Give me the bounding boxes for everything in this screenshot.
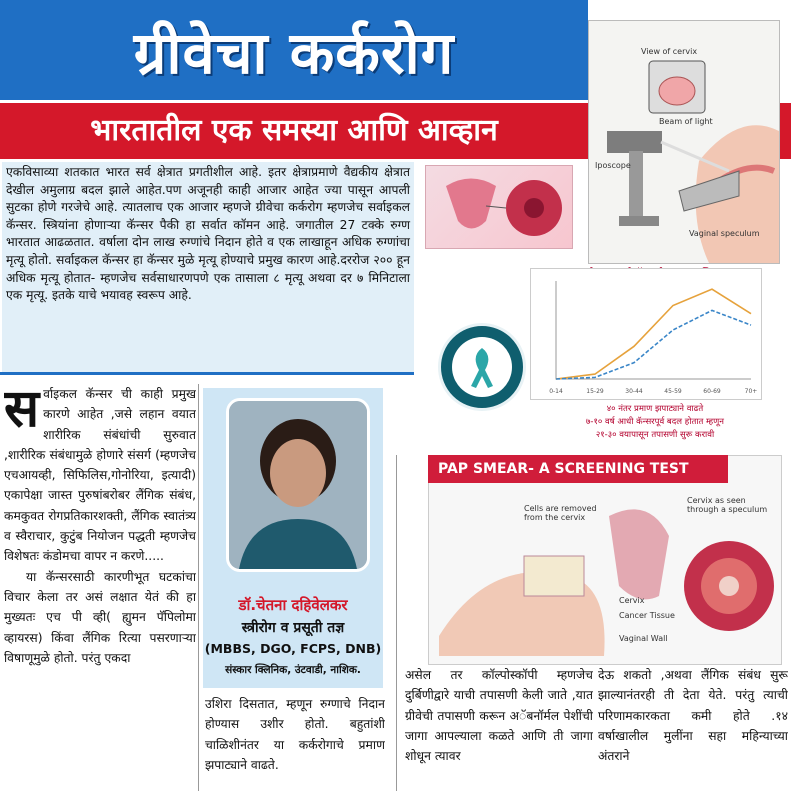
chart-series-line: [556, 310, 751, 379]
age-chart: [530, 268, 762, 400]
pap-label-wall: Vaginal Wall: [619, 634, 668, 643]
column-1-text: र्वाइकल कॅन्सर ची काही प्रमुख कारणे आहेत ,जसे लहान वयात शारीरिक संबंधांची सुरुवात ,शारीरिक संबंधामुळे होणारे संसर्ग (म्हणजेच एचआयव्ही, सिफिलिस,गोनोरिया, इत्यादी) एकापेक्षा जास्त पुरुषांबरोबर लैंगिक संबंध, कमकुवत रोगप्रतिकारशक्ती, लैंगिक स्वातंत्र्य व स्वैराचार, कुटुंब नियोजन पद्धती म्हणजेच विशेषतः कंडोमचा वापर न करणे.....: [4, 387, 196, 564]
cervix-label-beam: Beam of light: [659, 117, 713, 126]
column-1-text-2: या कॅन्सरसाठी कारणीभूत घटकांचा विचार केला तर असं लक्षात येतं की हा मुख्यतः एच पी व्ही( ह्युमन पॅपिलोमा व्हायरस) किंवा लैंगिक रित्या पसरणाऱ्या विषाणूमुळे होतो. परंतु एकदा: [4, 569, 196, 665]
doctor-degrees: (MBBS, DGO, FCPS, DNB): [204, 641, 382, 656]
chart-tick-label: 70+: [744, 388, 758, 395]
doctor-photo: [226, 398, 370, 572]
ribbon-icon: [441, 326, 523, 408]
doctor-specialty: स्त्रीरोग व प्रसूती तज्ञ: [241, 620, 345, 636]
doctor-address: संस्कार क्लिनिक, उंटवाडी, नाशिक.: [225, 664, 361, 676]
chart-tick-label: 30-44: [625, 388, 643, 395]
pap-label-cells: Cells are removed from the cervix: [524, 504, 597, 522]
chart-tick-label: 0-14: [549, 388, 563, 395]
pap-smear-illustration: [429, 456, 781, 664]
uterus-image: [425, 165, 573, 249]
pap-label-cancer: Cancer Tissue: [619, 611, 675, 620]
chart-note: ४० नंतर प्रमाण झपाट्याने वाढते: [606, 404, 704, 414]
chart-note: २१-३० वयापासून तपासणी सुरू करावी: [595, 430, 715, 440]
intro-paragraph: एकविसाव्या शतकात भारत सर्व क्षेत्रात प्रगतीशील आहे. इतर क्षेत्राप्रमाणे वैद्यकीय क्षेत्रात देखील अमुलाग्र बदल झाले आहेत.पण अजूनही काही आजार आहेत ज्या पासून आपली सुटका होणे गरजेचे आहे. त्यातलाच एक आजार म्हणजे ग्रीवेचा कर्करोग म्हणजेच सर्वाइकल कॅन्सर. स्त्रियांना होणाऱ्या कॅन्सर पैकी हा सर्वात कॉमन आहे. जगातील 27 टक्के रुग्ण भारतात आढळतात. वर्षाला दोन लाख रुग्णांचे निदान होते व एक लाखाहून अधिक रुग्णांचा मृत्यू होतो. सर्वाइकल कॅन्सर हा कॅन्सर मुळे मृत्यू होण्याचे प्रमुख कारण आहे.दररोज २०० हून अधिक मृत्यू होतात- म्हणजेच सर्वसाधारणपणे एक तासाला ८ मृत्यू अथवा दर ७ मिनिटाला एक मृत्यू. इतके याचे भयावह स्वरूप आहे.: [2, 162, 414, 372]
chart-tick-label: 60-69: [703, 388, 721, 395]
chart-tick-label: 15-29: [586, 388, 604, 395]
doctor-name: डॉ.चेतना दहिवेलकर: [238, 596, 348, 614]
doctor-portrait: [229, 401, 367, 569]
page-title: ग्रीवेचा कर्करोग: [133, 19, 455, 87]
chart-note: ७-१० वर्ष आधी कॅन्सरपूर्व बदल होतात म्हणून: [585, 417, 725, 427]
chart-svg: [531, 269, 761, 399]
chart-series-line: [556, 289, 751, 379]
pap-smear-image: [428, 455, 782, 665]
drop-cap: स: [4, 384, 40, 439]
pap-label-cervix: Cervix: [619, 596, 645, 605]
column-4: देऊ शकतो ,अथवा लैंगिक संबंध सुरू झाल्यानंतरही ती देता येते. परंतु त्याची परिणामकारकता कमी होते .१४ वर्षाखालील मुलींना सहा महिन्याच्या अंतराने: [598, 668, 788, 764]
divider: [0, 372, 414, 375]
pap-label-speculum: Cervix as seen through a speculum: [687, 496, 768, 514]
cervix-label-view: View of cervix: [641, 47, 698, 56]
column-3: असेल तर कॉल्पोस्कॉपी म्हणजेच दुर्बिणीद्वारे याची तपासणी केली जाते ,यात ग्रीवेची तपासणी करून अॅबनॉर्मल पेशींची जागा आपल्याला कळते आणि ती जागा शोधून त्यावर: [405, 668, 593, 764]
chart-tick-label: 45-59: [664, 388, 682, 395]
chart-notes: [530, 403, 780, 447]
column-1: [4, 384, 196, 791]
column-divider: [198, 384, 199, 791]
page-subtitle: भारतातील एक समस्या आणि आव्हान: [90, 113, 498, 148]
uterus-illustration: [426, 166, 572, 248]
column-2: उशिरा दिसतात, म्हणून रुग्णाचे निदान होण्यास उशीर होतो. बहुतांशी चाळिशीनंतर या कर्करोगाचे प्रमाण झपाट्याने वाढते.: [205, 697, 385, 772]
colposcopy-diagram: [588, 20, 780, 264]
foundation-logo: [438, 323, 526, 411]
cervix-label-scope: Iposcope: [595, 161, 631, 170]
pap-title: PAP SMEAR- A SCREENING TEST: [428, 455, 728, 483]
cervix-label-speculum: Vaginal speculum: [689, 229, 760, 238]
column-divider: [396, 455, 397, 791]
colposcopy-illustration: [589, 21, 779, 263]
